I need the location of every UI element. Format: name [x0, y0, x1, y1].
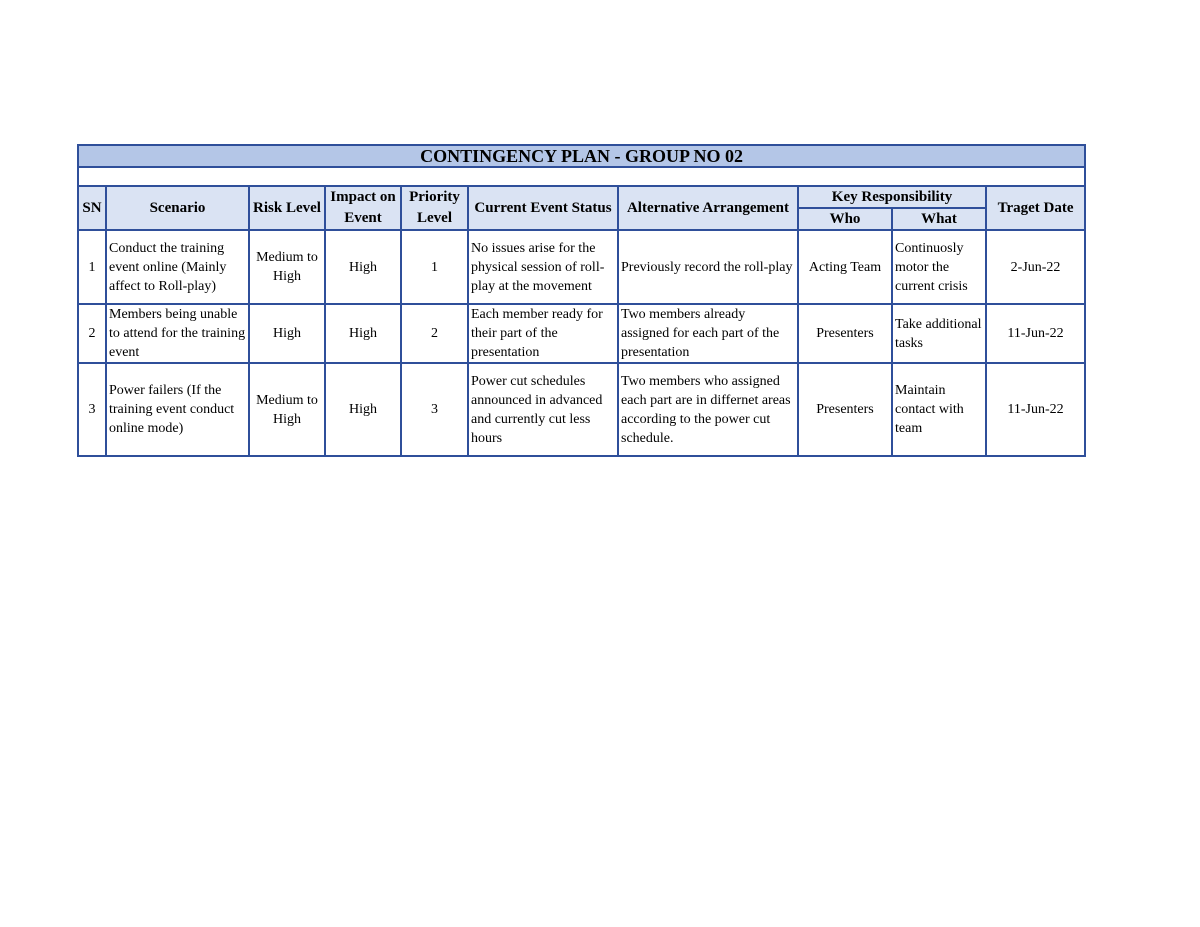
cell-sn: 2	[78, 304, 106, 363]
header-impact: Impact on Event	[325, 186, 401, 230]
cell-current-status: Power cut schedules announced in advanced and currently cut less hours	[468, 363, 618, 456]
cell-alternative: Two members who assigned each part are in differnet areas according to the power cut schedule.	[618, 363, 798, 456]
cell-impact: High	[325, 230, 401, 304]
blank-row	[78, 167, 1085, 186]
cell-who: Presenters	[798, 363, 892, 456]
header-priority: Priority Level	[401, 186, 468, 230]
header-scenario: Scenario	[106, 186, 249, 230]
table-row	[78, 230, 1085, 304]
header-who: Who	[798, 208, 892, 230]
cell-target-date: 11-Jun-22	[986, 304, 1085, 363]
cell-risk-level: Medium to High	[249, 363, 325, 456]
header-target-date: Traget Date	[986, 186, 1085, 230]
cell-target-date: 2-Jun-22	[986, 230, 1085, 304]
cell-risk-level: Medium to High	[249, 230, 325, 304]
cell-target-date: 11-Jun-22	[986, 363, 1085, 456]
cell-risk-level: High	[249, 304, 325, 363]
cell-who: Acting Team	[798, 230, 892, 304]
cell-priority: 1	[401, 230, 468, 304]
table-row	[78, 304, 1085, 363]
cell-priority: 2	[401, 304, 468, 363]
cell-current-status: No issues arise for the physical session of roll-play at the movement	[468, 230, 618, 304]
cell-alternative: Previously record the roll-play	[618, 230, 798, 304]
cell-alternative: Two members already assigned for each part of the presentation	[618, 304, 798, 363]
cell-scenario: Members being unable to attend for the training event	[106, 304, 249, 363]
cell-sn: 3	[78, 363, 106, 456]
cell-impact: High	[325, 363, 401, 456]
header-sn: SN	[78, 186, 106, 230]
cell-what: Maintain contact with team	[892, 363, 986, 456]
header-row	[78, 186, 1085, 208]
contingency-plan-sheet	[77, 144, 1086, 457]
contingency-plan-table	[77, 144, 1086, 457]
cell-scenario: Conduct the training event online (Mainly affect to Roll-play)	[106, 230, 249, 304]
header-risk-level: Risk Level	[249, 186, 325, 230]
header-what: What	[892, 208, 986, 230]
header-alternative: Alternative Arrangement	[618, 186, 798, 230]
table-row	[78, 363, 1085, 456]
cell-scenario: Power failers (If the training event conduct online mode)	[106, 363, 249, 456]
cell-current-status: Each member ready for their part of the presentation	[468, 304, 618, 363]
header-current-status: Current Event Status	[468, 186, 618, 230]
cell-what: Continuosly motor the current crisis	[892, 230, 986, 304]
cell-who: Presenters	[798, 304, 892, 363]
cell-sn: 1	[78, 230, 106, 304]
cell-priority: 3	[401, 363, 468, 456]
cell-what: Take additional tasks	[892, 304, 986, 363]
cell-impact: High	[325, 304, 401, 363]
header-key-responsibility: Key Responsibility	[798, 186, 986, 208]
table-title: CONTINGENCY PLAN - GROUP NO 02	[78, 145, 1085, 167]
